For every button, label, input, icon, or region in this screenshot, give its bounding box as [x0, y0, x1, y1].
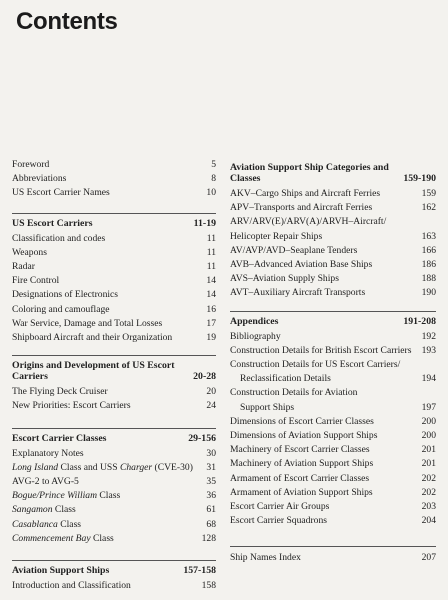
entry-page: 193 [421, 344, 436, 356]
toc-entry-abbreviations[interactable] [12, 172, 216, 186]
toc-entry[interactable] [12, 579, 216, 593]
toc-entry[interactable] [230, 244, 436, 258]
toc-entry[interactable] [230, 415, 436, 429]
entry-page: 163 [421, 230, 436, 242]
entry-text: Class [90, 532, 114, 544]
section-pages: 157-158 [183, 565, 216, 577]
toc-entry[interactable] [12, 246, 216, 260]
toc-entry[interactable] [12, 385, 216, 399]
toc-entry[interactable] [12, 475, 216, 489]
entry-page: 202 [421, 472, 436, 484]
entry-title: Dimensions of Escort Carrier Classes [230, 415, 374, 427]
ship-name: Charger [119, 461, 153, 473]
entry-title: Construction Details for British Escort Carriers [230, 344, 412, 356]
entry-text: Class [97, 490, 121, 502]
entry-page: 36 [206, 490, 216, 502]
entry-title: Designations of Electronics [12, 289, 119, 301]
entry-page: 8 [211, 173, 216, 185]
entry-title: ARV/ARV(E)/ARV(A)/ARVH–Aircraft/ [230, 216, 387, 228]
entry-title: Abbreviations [12, 173, 67, 185]
entry-title: AV/AVP/AVD–Seaplane Tenders [230, 244, 358, 256]
toc-entry[interactable] [230, 187, 436, 201]
entry-page: 128 [201, 532, 216, 544]
entry-page: 186 [421, 259, 436, 271]
entry-text: (CVE-30) [152, 461, 193, 473]
entry-page: 16 [206, 303, 216, 315]
section-aviation-support-ships [12, 560, 216, 593]
class-name: Sangamon [12, 504, 53, 516]
section-title: Aviation Support Ships [12, 565, 110, 577]
toc-entry[interactable] [230, 215, 436, 229]
section-support-ship-categories [230, 162, 436, 301]
entry-page: 201 [421, 444, 436, 456]
toc-entry[interactable] [12, 447, 216, 461]
front-matter [12, 158, 216, 201]
entry-title: New Priorities: Escort Carriers [12, 400, 131, 412]
toc-entry[interactable] [230, 201, 436, 215]
entry-title: Construction Details for US Escort Carriers/ [230, 359, 401, 371]
entry-page: 31 [206, 461, 216, 473]
section-pages: 191-208 [403, 315, 436, 327]
section-index [230, 546, 436, 565]
entry-title: Classification and codes [12, 232, 106, 244]
entry-title [12, 532, 202, 546]
class-name: Bogue/Prince William [12, 490, 97, 502]
toc-entry[interactable] [12, 260, 216, 274]
section-pages: 20-28 [193, 371, 216, 383]
toc-entry[interactable] [230, 443, 436, 457]
entry-title: Armament of Aviation Support Ships [230, 486, 373, 498]
entry-page: 203 [421, 501, 436, 513]
toc-entry[interactable] [230, 330, 436, 344]
toc-entry[interactable] [230, 401, 436, 415]
entry-page: 207 [421, 552, 436, 564]
entry-page: 30 [206, 447, 216, 459]
entry-title: Armament of Escort Carrier Classes [230, 472, 370, 484]
toc-entry[interactable] [230, 429, 436, 443]
entry-title: Machinery of Escort Carrier Classes [230, 444, 370, 456]
toc-entry-foreword[interactable] [12, 158, 216, 172]
entry-title: Helicopter Repair Ships [230, 230, 323, 242]
entry-page: 162 [421, 202, 436, 214]
entry-page: 201 [421, 458, 436, 470]
entry-page: 24 [206, 400, 216, 412]
entry-title: Ship Names Index [230, 552, 301, 564]
entry-page: 17 [206, 317, 216, 329]
section-pages: 11-19 [193, 217, 216, 229]
entry-title: AVT–Auxiliary Aircraft Transports [230, 287, 366, 299]
entry-text: Class [57, 518, 82, 530]
entry-text: Class [52, 504, 76, 516]
entry-title: Escort Carrier Air Groups [230, 501, 330, 513]
section-appendices [230, 311, 436, 529]
toc-entry[interactable] [230, 500, 436, 514]
entry-page: 14 [206, 275, 216, 287]
entry-title: Fire Control [12, 275, 60, 287]
toc-entry[interactable] [12, 503, 216, 517]
toc-entry[interactable] [230, 344, 436, 358]
entry-title: Explanatory Notes [12, 447, 84, 459]
toc-entry[interactable] [12, 331, 216, 345]
entry-page: 192 [421, 330, 436, 342]
entry-page: 194 [421, 373, 436, 385]
entry-page: 20 [206, 386, 216, 398]
section-heading[interactable] [230, 162, 436, 184]
entry-title: Dimensions of Aviation Support Ships [230, 430, 378, 442]
entry-page: 35 [206, 476, 216, 488]
entry-text: Class and USS [58, 461, 120, 473]
entry-page: 10 [206, 187, 216, 199]
entry-page: 158 [201, 580, 216, 592]
section-title: Appendices [230, 315, 279, 327]
entry-title: AVB–Advanced Aviation Base Ships [230, 259, 373, 271]
toc-entry[interactable] [12, 399, 216, 413]
entry-page: 11 [206, 261, 216, 273]
entry-title: Reclassification Details [240, 373, 331, 385]
toc-entry[interactable] [12, 489, 216, 503]
toc-entry[interactable] [230, 286, 436, 300]
toc-entry[interactable] [12, 461, 216, 475]
class-name: Commencement Bay [12, 532, 91, 544]
entry-title: AKV–Cargo Ships and Aircraft Ferries [230, 188, 381, 199]
section-origins [12, 355, 216, 413]
entry-title: AVG-2 to AVG-5 [12, 476, 79, 488]
section-pages: 29-156 [188, 432, 216, 444]
entry-title: The Flying Deck Cruiser [12, 386, 108, 398]
entry-title: Bibliography [230, 330, 281, 342]
toc-entry[interactable] [12, 274, 216, 288]
toc-right-column [230, 162, 436, 566]
toc-entry[interactable] [230, 386, 436, 400]
toc-entry[interactable] [230, 486, 436, 500]
toc-entry[interactable] [230, 457, 436, 471]
entry-title: Radar [12, 261, 35, 273]
toc-entry[interactable] [12, 288, 216, 302]
toc-entry[interactable] [12, 232, 216, 246]
entry-title: Support Ships [240, 401, 295, 413]
entry-title [12, 503, 206, 517]
toc-entry[interactable] [230, 372, 436, 386]
entry-title: Foreword [12, 159, 50, 170]
section-title: Origins and Development of US Escort Carriers [12, 360, 175, 383]
section-escort-carrier-classes [12, 428, 216, 546]
entry-title [12, 489, 206, 503]
page-title: Contents [16, 8, 118, 35]
entry-page: 11 [206, 246, 216, 258]
toc-entry[interactable] [12, 532, 216, 546]
class-name: Long Island [12, 461, 59, 473]
entry-title: Weapons [12, 246, 47, 258]
entry-page: 5 [211, 159, 216, 170]
entry-page: 166 [421, 244, 436, 256]
toc-entry[interactable] [230, 230, 436, 244]
entry-title: Shipboard Aircraft and their Organization [12, 332, 173, 344]
entry-title: War Service, Damage and Total Losses [12, 317, 163, 329]
toc-left-column [12, 158, 216, 593]
entry-page: 19 [206, 332, 216, 344]
class-name: Casablanca [12, 518, 58, 530]
entry-title: AVS–Aviation Supply Ships [230, 273, 339, 285]
entry-page: 202 [421, 486, 436, 498]
toc-entry[interactable] [12, 518, 216, 532]
section-heading[interactable] [12, 565, 216, 576]
section-heading[interactable] [12, 360, 216, 382]
entry-page: 61 [206, 504, 216, 516]
entry-page: 190 [421, 287, 436, 299]
entry-page: 159 [421, 188, 436, 199]
section-title: Escort Carrier Classes [12, 432, 107, 444]
section-us-escort-carriers [12, 213, 216, 346]
entry-page: 14 [206, 289, 216, 301]
toc-entry[interactable] [230, 358, 436, 372]
toc-entry[interactable] [230, 514, 436, 528]
entry-page: 11 [206, 232, 216, 244]
toc-entry-ship-names-index[interactable] [230, 551, 436, 565]
section-title: US Escort Carriers [12, 217, 93, 229]
entry-title: US Escort Carrier Names [12, 187, 110, 199]
toc-entry[interactable] [12, 317, 216, 331]
entry-title: Machinery of Aviation Support Ships [230, 458, 374, 470]
entry-page: 197 [421, 401, 436, 413]
entry-title: APV–Transports and Aircraft Ferries [230, 202, 373, 214]
entry-title: Introduction and Classification [12, 580, 131, 592]
entry-title: Coloring and camouflage [12, 303, 110, 315]
toc-entry[interactable] [12, 303, 216, 317]
entry-page: 200 [421, 430, 436, 442]
entry-title [12, 461, 206, 475]
section-heading[interactable] [230, 316, 436, 327]
entry-page: 200 [421, 415, 436, 427]
entry-page: 204 [421, 515, 436, 527]
toc-entry-carrier-names[interactable] [12, 186, 216, 200]
toc-entry[interactable] [230, 272, 436, 286]
entry-title: Escort Carrier Squadrons [230, 515, 327, 527]
section-pages: 159-190 [403, 173, 436, 184]
entry-title [12, 518, 206, 532]
section-heading[interactable] [12, 218, 216, 229]
entry-page: 188 [421, 273, 436, 285]
entry-page: 68 [206, 518, 216, 530]
section-heading[interactable] [12, 433, 216, 444]
toc-entry[interactable] [230, 258, 436, 272]
toc-entry[interactable] [230, 472, 436, 486]
entry-title: Construction Details for Aviation [230, 387, 358, 399]
section-title: Aviation Support Ship Categories and Classes [230, 162, 389, 184]
